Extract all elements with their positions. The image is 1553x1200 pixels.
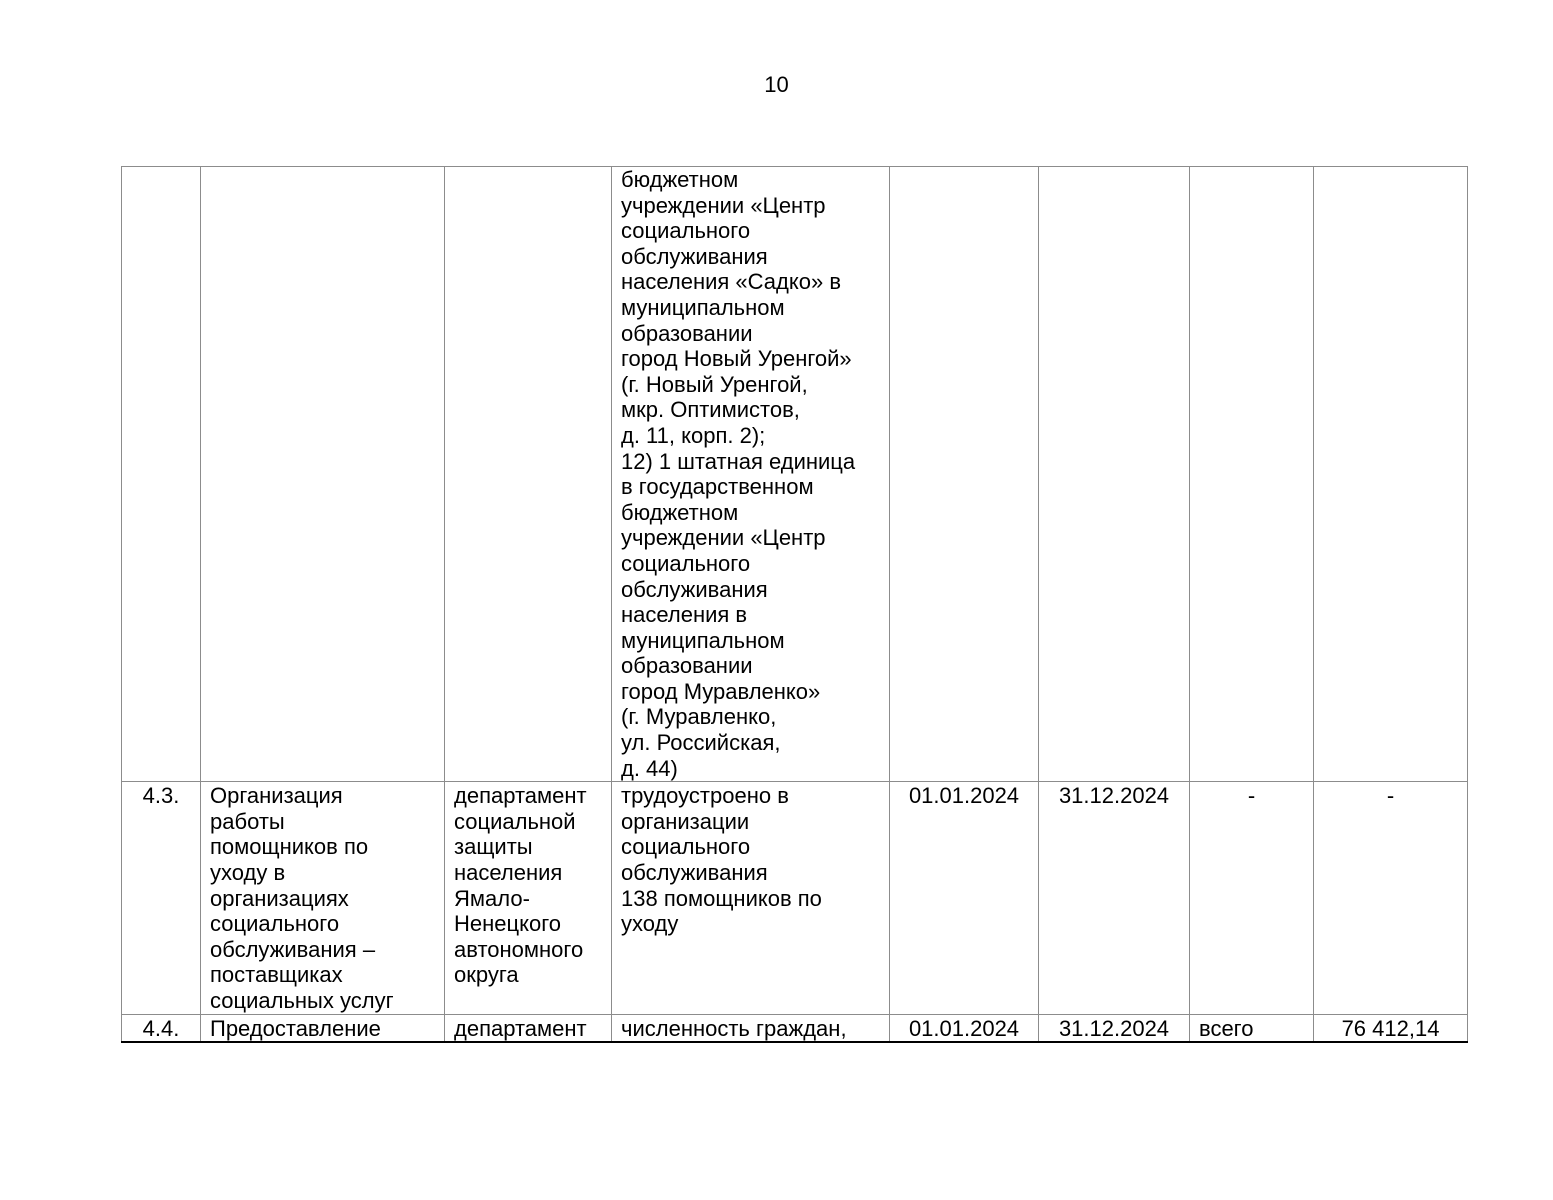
- amount-cell: [1314, 167, 1468, 782]
- measures-table: [121, 166, 1468, 1043]
- table-row: [122, 1014, 1468, 1042]
- funding-source-cell: всего: [1190, 1014, 1314, 1042]
- page-number: 10: [764, 72, 789, 97]
- funding-source-cell: -: [1190, 782, 1314, 1014]
- end-date-cell: 31.12.2024: [1039, 1014, 1190, 1042]
- amount-cell: -: [1314, 782, 1468, 1014]
- executor-cell: [445, 167, 612, 782]
- start-date-cell: [890, 167, 1039, 782]
- executor-cell: департамент социальной защиты населения Ямало- Ненецкого автономного округа: [445, 782, 612, 1014]
- result-cell: бюджетном учреждении «Центр социального обслуживания населения «Садко» в муниципальном образовании город Новый Уренгой» (г. Новый Уренгой, мкр. Оптимистов, д. 11, корп. 2); 12) 1 штатная единица в государственном бюджетном учреждении «Центр социального обслуживания населения в муниципальном образовании город Муравленко» (г. Муравленко, ул. Российская, д. 44): [612, 167, 890, 782]
- end-date-cell: [1039, 167, 1190, 782]
- executor-cell: департамент: [445, 1014, 612, 1042]
- start-date-cell: 01.01.2024: [890, 1014, 1039, 1042]
- start-date-cell: 01.01.2024: [890, 782, 1039, 1014]
- result-cell: численность граждан,: [612, 1014, 890, 1042]
- amount-cell: 76 412,14: [1314, 1014, 1468, 1042]
- end-date-cell: 31.12.2024: [1039, 782, 1190, 1014]
- measure-name-cell: Предоставление: [201, 1014, 445, 1042]
- funding-source-cell: [1190, 167, 1314, 782]
- table-row: [122, 167, 1468, 782]
- table-row: [122, 782, 1468, 1014]
- row-number-cell: 4.4.: [122, 1014, 201, 1042]
- measure-name-cell: Организация работы помощников по уходу в организациях социального обслуживания – поставщиках социальных услуг: [201, 782, 445, 1014]
- result-cell: трудоустроено в организации социального обслуживания 138 помощников по уходу: [612, 782, 890, 1014]
- row-number-cell: [122, 167, 201, 782]
- measure-name-cell: [201, 167, 445, 782]
- row-number-cell: 4.3.: [122, 782, 201, 1014]
